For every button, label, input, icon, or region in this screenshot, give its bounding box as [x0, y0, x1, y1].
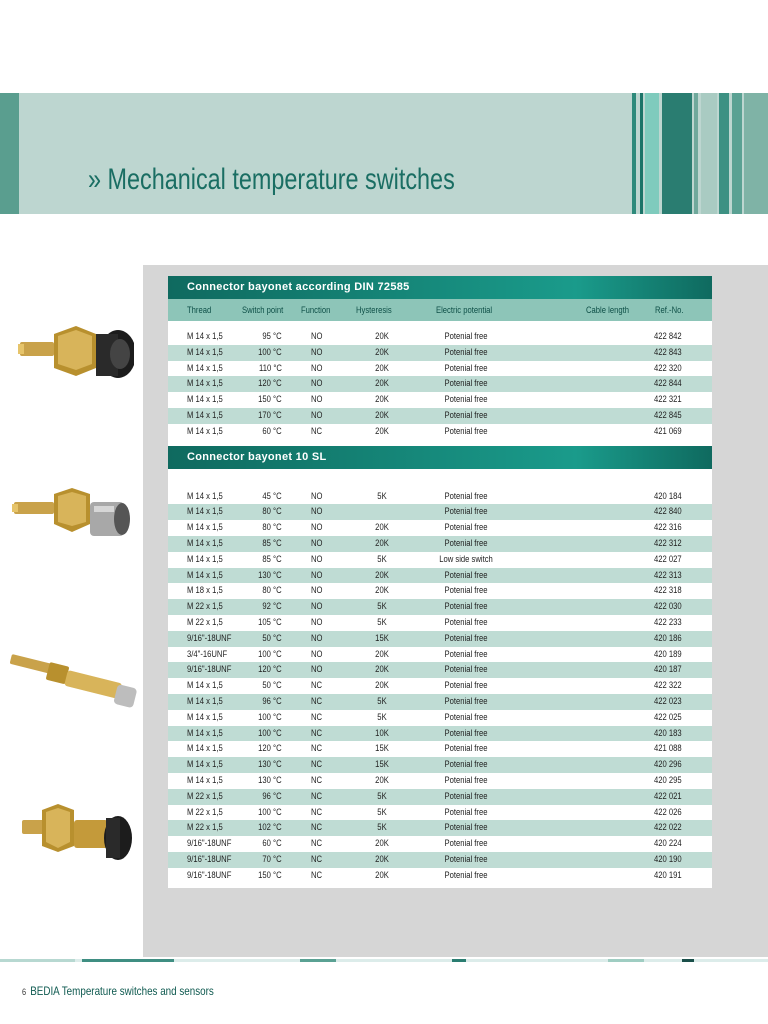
cell-hysteresis: 20K: [375, 522, 389, 533]
cell-thread: M 22 x 1,5: [187, 790, 223, 801]
cell-electric-potential: Potenial free: [444, 506, 488, 517]
cell-function: NC: [311, 680, 323, 691]
cell-function: NO: [311, 362, 323, 373]
cell-electric-potential: Potenial free: [444, 648, 488, 659]
cell-function: NO: [311, 616, 323, 627]
cell-function: NO: [311, 490, 323, 501]
cell-ref-no: 422 840: [654, 506, 682, 517]
cell-thread: M 22 x 1,5: [187, 822, 223, 833]
table-row: [168, 408, 712, 424]
cell-electric-potential: Potenial free: [444, 727, 488, 738]
cell-electric-potential: Low side switch: [439, 553, 493, 564]
footer-rule-segment: [82, 959, 174, 962]
cell-electric-potential: Potenial free: [444, 711, 488, 722]
section-header: Connector bayonet 10 SL: [168, 446, 712, 469]
cell-hysteresis: 20K: [375, 537, 389, 548]
cell-ref-no: 422 316: [654, 522, 682, 533]
cell-thread: M 22 x 1,5: [187, 806, 223, 817]
table-row: [168, 489, 712, 505]
cell-thread: M 14 x 1,5: [187, 425, 223, 436]
table-row: [168, 757, 712, 773]
cell-switch-point: 100 °C: [258, 346, 282, 357]
product-image-bayonet-10sl: [10, 484, 132, 554]
page-title: » Mechanical temperature switches: [88, 163, 455, 196]
cell-switch-point: 85 °C: [262, 553, 282, 564]
table-row: [168, 741, 712, 757]
cell-function: NC: [311, 790, 323, 801]
cell-switch-point: 100 °C: [258, 727, 282, 738]
cell-hysteresis: 20K: [375, 838, 389, 849]
banner-stripe: [645, 93, 659, 214]
table-row: [168, 552, 712, 568]
cell-electric-potential: Potenial free: [444, 409, 488, 420]
cell-thread: M 22 x 1,5: [187, 616, 223, 627]
cell-ref-no: 422 320: [654, 362, 682, 373]
cell-switch-point: 96 °C: [262, 790, 282, 801]
cell-function: NC: [311, 838, 323, 849]
banner-stripe: [640, 93, 643, 214]
table-row: [168, 726, 712, 742]
cell-thread: 9/16"-18UNF: [187, 664, 232, 675]
cell-switch-point: 60 °C: [262, 838, 282, 849]
banner-left-bar: [0, 93, 19, 214]
cell-electric-potential: Potenial free: [444, 585, 488, 596]
cell-hysteresis: 15K: [375, 743, 389, 754]
cell-electric-potential: Potenial free: [444, 616, 488, 627]
cell-thread: M 14 x 1,5: [187, 522, 223, 533]
cell-ref-no: 420 190: [654, 853, 682, 864]
table-row: [168, 678, 712, 694]
cell-function: NO: [311, 664, 323, 675]
cell-function: NO: [311, 648, 323, 659]
cell-ref-no: 420 183: [654, 727, 682, 738]
cell-ref-no: 422 843: [654, 346, 682, 357]
cell-function: NO: [311, 537, 323, 548]
cell-function: NC: [311, 425, 323, 436]
cell-ref-no: 421 069: [654, 425, 682, 436]
cell-thread: M 14 x 1,5: [187, 331, 223, 341]
cell-ref-no: 422 233: [654, 616, 682, 627]
cell-function: NC: [311, 711, 323, 722]
cell-electric-potential: Potenial free: [444, 346, 488, 357]
cell-switch-point: 150 °C: [258, 869, 282, 880]
cell-function: NC: [311, 743, 323, 754]
cell-electric-potential: Potenial free: [444, 632, 488, 643]
cell-electric-potential: Potenial free: [444, 394, 488, 405]
section-rows-10sl: [168, 489, 712, 884]
cell-electric-potential: Potenial free: [444, 664, 488, 675]
table-row: [168, 536, 712, 552]
cell-hysteresis: 20K: [375, 346, 389, 357]
cell-function: NO: [311, 569, 323, 580]
cell-ref-no: 420 224: [654, 838, 682, 849]
cell-electric-potential: Potenial free: [444, 853, 488, 864]
cell-switch-point: 45 °C: [262, 490, 282, 501]
cell-hysteresis: 20K: [375, 774, 389, 785]
cell-ref-no: 422 844: [654, 378, 682, 389]
cell-hysteresis: 20K: [375, 409, 389, 420]
table-row: [168, 868, 712, 884]
table-row: [168, 694, 712, 710]
cell-electric-potential: Potenial free: [444, 869, 488, 880]
spacer: [168, 884, 712, 888]
cell-electric-potential: Potenial free: [444, 601, 488, 612]
cell-thread: 9/16"-18UNF: [187, 838, 232, 849]
cell-thread: 9/16"-18UNF: [187, 632, 232, 643]
cell-thread: 9/16"-18UNF: [187, 869, 232, 880]
banner-stripe: [662, 93, 692, 214]
cell-thread: M 14 x 1,5: [187, 727, 223, 738]
cell-switch-point: 50 °C: [262, 680, 282, 691]
cell-electric-potential: Potenial free: [444, 569, 488, 580]
cell-thread: M 14 x 1,5: [187, 553, 223, 564]
cell-electric-potential: Potenial free: [444, 331, 488, 341]
cell-switch-point: 130 °C: [258, 774, 282, 785]
column-header-row: [168, 299, 712, 321]
cell-thread: M 14 x 1,5: [187, 394, 223, 405]
cell-electric-potential: Potenial free: [444, 774, 488, 785]
cell-thread: M 14 x 1,5: [187, 409, 223, 420]
cell-switch-point: 96 °C: [262, 695, 282, 706]
cell-hysteresis: 10K: [375, 727, 389, 738]
column-header-cable-length: Cable length: [586, 305, 629, 315]
cell-electric-potential: Potenial free: [444, 806, 488, 817]
column-header-switch-point: Switch point: [242, 305, 284, 315]
cell-ref-no: 420 191: [654, 869, 682, 880]
cell-electric-potential: Potenial free: [444, 838, 488, 849]
banner-stripe: [732, 93, 742, 214]
cell-ref-no: 422 021: [654, 790, 682, 801]
cell-switch-point: 92 °C: [262, 601, 282, 612]
cell-function: NO: [311, 409, 323, 420]
cell-switch-point: 130 °C: [258, 569, 282, 580]
page-number: 6: [22, 987, 27, 997]
cell-thread: M 14 x 1,5: [187, 506, 223, 517]
cell-switch-point: 100 °C: [258, 806, 282, 817]
footer-rule-segment: [608, 959, 644, 962]
cell-electric-potential: Potenial free: [444, 790, 488, 801]
table-row: [168, 504, 712, 520]
cell-function: NC: [311, 695, 323, 706]
cell-thread: M 14 x 1,5: [187, 759, 223, 770]
table-row: [168, 599, 712, 615]
table-row: [168, 789, 712, 805]
cell-hysteresis: 5K: [377, 711, 387, 722]
cell-ref-no: 422 313: [654, 569, 682, 580]
cell-thread: M 18 x 1,5: [187, 585, 223, 596]
table-row: [168, 820, 712, 836]
spacer: [168, 321, 712, 329]
cell-hysteresis: 5K: [377, 822, 387, 833]
cell-electric-potential: Potenial free: [444, 362, 488, 373]
cell-ref-no: 420 186: [654, 632, 682, 643]
cell-switch-point: 80 °C: [262, 522, 282, 533]
table-row: [168, 520, 712, 536]
product-image-m22-switch: [18, 802, 136, 868]
cell-thread: M 14 x 1,5: [187, 743, 223, 754]
cell-function: NO: [311, 585, 323, 596]
cell-ref-no: 422 026: [654, 806, 682, 817]
cell-electric-potential: Potenial free: [444, 680, 488, 691]
banner-stripe: [701, 93, 717, 214]
cell-electric-potential: Potenial free: [444, 378, 488, 389]
table-row: [168, 583, 712, 599]
cell-hysteresis: 5K: [377, 790, 387, 801]
cell-hysteresis: 20K: [375, 869, 389, 880]
column-header-hysteresis: Hysteresis: [356, 305, 392, 315]
cell-hysteresis: 5K: [377, 695, 387, 706]
cell-switch-point: 110 °C: [259, 362, 282, 373]
cell-thread: M 14 x 1,5: [187, 378, 223, 389]
cell-ref-no: 420 189: [654, 648, 682, 659]
banner-stripe: [744, 93, 768, 214]
banner-stripe: [632, 93, 636, 214]
cell-thread: 3/4"-16UNF: [187, 648, 228, 659]
cell-ref-no: 421 088: [654, 743, 682, 754]
table-row: [168, 773, 712, 789]
cell-function: NC: [311, 774, 323, 785]
cell-switch-point: 105 °C: [258, 616, 282, 627]
cell-electric-potential: Potenial free: [444, 537, 488, 548]
table-row: [168, 647, 712, 663]
cell-switch-point: 100 °C: [258, 711, 282, 722]
cell-hysteresis: 20K: [375, 362, 389, 373]
cell-function: NO: [311, 522, 323, 533]
cell-ref-no: 420 296: [654, 759, 682, 770]
cell-electric-potential: Potenial free: [444, 759, 488, 770]
cell-thread: M 14 x 1,5: [187, 490, 223, 501]
cell-switch-point: 50 °C: [262, 632, 282, 643]
cell-hysteresis: 20K: [375, 680, 389, 691]
table-row: [168, 710, 712, 726]
cell-thread: M 22 x 1,5: [187, 601, 223, 612]
cell-thread: M 14 x 1,5: [187, 346, 223, 357]
table-row: [168, 805, 712, 821]
column-header-ref-no: Ref.-No.: [655, 305, 684, 315]
product-image-bayonet-din: [14, 320, 134, 390]
cell-electric-potential: Potenial free: [444, 490, 488, 501]
cell-hysteresis: 15K: [375, 632, 389, 643]
cell-thread: M 14 x 1,5: [187, 695, 223, 706]
cell-electric-potential: Potenial free: [444, 695, 488, 706]
cell-hysteresis: 20K: [375, 853, 389, 864]
cell-switch-point: 130 °C: [258, 759, 282, 770]
cell-hysteresis: 5K: [377, 490, 387, 501]
table-row: [168, 568, 712, 584]
cell-hysteresis: 20K: [375, 569, 389, 580]
cell-hysteresis: 20K: [375, 648, 389, 659]
section-rows-din-72585: [168, 329, 712, 440]
cell-ref-no: 420 295: [654, 774, 682, 785]
cell-switch-point: 120 °C: [258, 743, 282, 754]
table-row: [168, 329, 712, 345]
cell-ref-no: 422 023: [654, 695, 682, 706]
cell-function: NC: [311, 869, 323, 880]
table-row: [168, 424, 712, 440]
table-row: [168, 662, 712, 678]
table-row: [168, 615, 712, 631]
product-image-long-switch: [8, 648, 143, 718]
table-row: [168, 392, 712, 408]
cell-switch-point: 95 °C: [262, 331, 282, 341]
cell-thread: M 14 x 1,5: [187, 362, 223, 373]
cell-function: NO: [311, 632, 323, 643]
cell-function: NO: [311, 601, 323, 612]
cell-function: NC: [311, 727, 323, 738]
cell-ref-no: 422 025: [654, 711, 682, 722]
section-header: Connector bayonet according DIN 72585: [168, 276, 712, 299]
cell-function: NC: [311, 806, 323, 817]
cell-switch-point: 102 °C: [258, 822, 282, 833]
cell-hysteresis: 15K: [375, 759, 389, 770]
cell-switch-point: 80 °C: [262, 506, 282, 517]
cell-ref-no: 422 842: [654, 331, 682, 341]
table-row: [168, 631, 712, 647]
cell-switch-point: 100 °C: [258, 648, 282, 659]
cell-ref-no: 422 022: [654, 822, 682, 833]
banner-stripe: [719, 93, 729, 214]
table-row: [168, 836, 712, 852]
cell-ref-no: 422 321: [654, 394, 682, 405]
table-row: [168, 345, 712, 361]
cell-function: NO: [311, 553, 323, 564]
cell-thread: M 14 x 1,5: [187, 711, 223, 722]
cell-ref-no: 422 030: [654, 601, 682, 612]
table-row: [168, 376, 712, 392]
column-header-thread: Thread: [187, 305, 212, 315]
table-row: [168, 852, 712, 868]
cell-hysteresis: 5K: [377, 601, 387, 612]
cell-ref-no: 422 318: [654, 585, 682, 596]
cell-thread: M 14 x 1,5: [187, 680, 223, 691]
cell-function: NC: [311, 853, 323, 864]
spacer: [168, 469, 712, 489]
cell-electric-potential: Potenial free: [444, 743, 488, 754]
cell-switch-point: 85 °C: [262, 537, 282, 548]
cell-hysteresis: 5K: [377, 806, 387, 817]
cell-hysteresis: 20K: [375, 425, 389, 436]
footer: [22, 984, 214, 998]
cell-hysteresis: 20K: [375, 331, 389, 341]
cell-ref-no: 422 027: [654, 553, 682, 564]
cell-electric-potential: Potenial free: [444, 822, 488, 833]
cell-electric-potential: Potenial free: [444, 522, 488, 533]
cell-function: NC: [311, 822, 323, 833]
cell-ref-no: 420 184: [654, 490, 682, 501]
cell-function: NO: [311, 346, 323, 357]
cell-ref-no: 420 187: [654, 664, 682, 675]
cell-hysteresis: 20K: [375, 585, 389, 596]
temperature-switch-table: [168, 276, 712, 888]
footer-rule-segment: [682, 959, 694, 962]
cell-ref-no: 422 312: [654, 537, 682, 548]
cell-switch-point: 120 °C: [258, 664, 282, 675]
cell-hysteresis: 5K: [377, 616, 387, 627]
footer-title: BEDIA Temperature switches and sensors: [30, 984, 214, 998]
cell-switch-point: 120 °C: [258, 378, 282, 389]
cell-switch-point: 60 °C: [262, 425, 282, 436]
cell-switch-point: 150 °C: [258, 394, 282, 405]
cell-thread: M 14 x 1,5: [187, 774, 223, 785]
cell-hysteresis: 5K: [377, 553, 387, 564]
cell-hysteresis: 20K: [375, 378, 389, 389]
cell-thread: M 14 x 1,5: [187, 537, 223, 548]
cell-function: NO: [311, 331, 323, 341]
cell-function: NO: [311, 394, 323, 405]
cell-function: NO: [311, 378, 323, 389]
cell-thread: 9/16"-18UNF: [187, 853, 232, 864]
banner-stripe: [694, 93, 698, 214]
column-header-function: Function: [301, 305, 331, 315]
column-header-electric-potential: Electric potential: [436, 305, 493, 315]
footer-rule-segment: [300, 959, 336, 962]
table-row: [168, 361, 712, 377]
cell-electric-potential: Potenial free: [444, 425, 488, 436]
cell-switch-point: 70 °C: [262, 853, 282, 864]
cell-hysteresis: 20K: [375, 394, 389, 405]
cell-function: NC: [311, 759, 323, 770]
cell-thread: M 14 x 1,5: [187, 569, 223, 580]
footer-rule-segment: [452, 959, 466, 962]
cell-switch-point: 80 °C: [262, 585, 282, 596]
cell-hysteresis: 20K: [375, 664, 389, 675]
cell-ref-no: 422 322: [654, 680, 682, 691]
cell-switch-point: 170 °C: [258, 409, 282, 420]
cell-ref-no: 422 845: [654, 409, 682, 420]
cell-function: NO: [311, 506, 323, 517]
footer-rule-segment: [0, 959, 75, 962]
